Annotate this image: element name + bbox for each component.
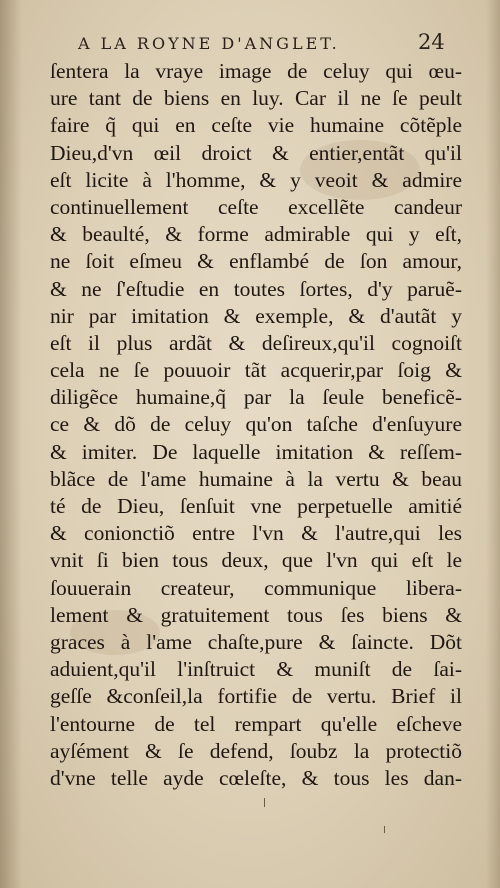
text-line: vnit ſi bien tous deux, que l'vn qui eſt le xyxy=(50,548,462,573)
ink-mark xyxy=(264,798,265,807)
text-line: diligẽce humaine,q̃ par la ſeule beneficẽ- xyxy=(50,385,462,410)
ink-mark xyxy=(384,826,385,833)
text-line: d'vne telle ayde cœleſte, & tous les dan- xyxy=(50,765,462,790)
text-line: cela ne ſe pouuoir tãt acquerir,par ſoig & xyxy=(50,358,462,383)
gutter-shadow xyxy=(0,0,22,888)
text-line: & conionctiõ entre l'vn & l'autre,qui les xyxy=(50,521,462,546)
text-line: ne ſoit eſmeu & enflambé de ſon amour, xyxy=(50,249,462,274)
page-edge-shadow xyxy=(486,0,500,888)
text-line: aduient,qu'il l'inſtruict & muniſt de ſai- xyxy=(50,657,462,682)
running-head: A LA ROYNE D'ANGLET. xyxy=(78,34,340,53)
text-line: lement & gratuitement tous ſes biens & xyxy=(50,602,462,627)
text-line: faire q̃ qui en ceſte vie humaine cõtẽple xyxy=(50,113,462,138)
text-line: ayſément & ſe defend, ſoubz la protectiõ xyxy=(50,738,462,763)
text-line: ſentera la vraye image de celuy qui œu- xyxy=(50,59,462,83)
text-line: & beaulté, & forme admirable qui y eſt, xyxy=(50,222,462,247)
page-number: 24 xyxy=(418,30,445,54)
text-line: continuellement ceſte excellẽte candeur xyxy=(50,194,462,219)
text-line: eſt licite à l'homme, & y veoit & admire xyxy=(50,167,462,192)
text-line: blãce de l'ame humaine à la vertu & beau xyxy=(50,466,462,491)
text-line: té de Dieu, ſenſuit vne perpetuelle amitié xyxy=(50,494,462,518)
text-line: eſt il plus ardãt & deſireux,qu'il cognoiſt xyxy=(50,330,462,355)
text-line: & ne ſ'eſtudie en toutes ſortes, d'y paruẽ- xyxy=(50,276,462,301)
text-line: ure tant de biens en luy. Car il ne ſe peult xyxy=(50,86,462,111)
text-line: geſſe &conſeil,la fortifie de vertu. Brief il xyxy=(50,684,462,709)
text-line: l'entourne de tel rempart qu'elle eſcheve xyxy=(50,711,462,736)
text-line: ſouuerain createur, communique libera- xyxy=(50,575,462,600)
text-line: ce & dõ de celuy qu'on taſche d'enſuyure xyxy=(50,412,462,437)
text-line: nir par imitation & exemple, & d'autãt y xyxy=(50,303,462,328)
body-text xyxy=(50,58,462,792)
text-line: Dieu,d'vn œil droict & entier,entãt qu'il xyxy=(50,140,462,165)
text-line: & imiter. De laquelle imitation & reſſem- xyxy=(50,439,462,464)
text-line: graces à l'ame chaſte,pure & ſaincte. Dõt xyxy=(50,629,462,654)
